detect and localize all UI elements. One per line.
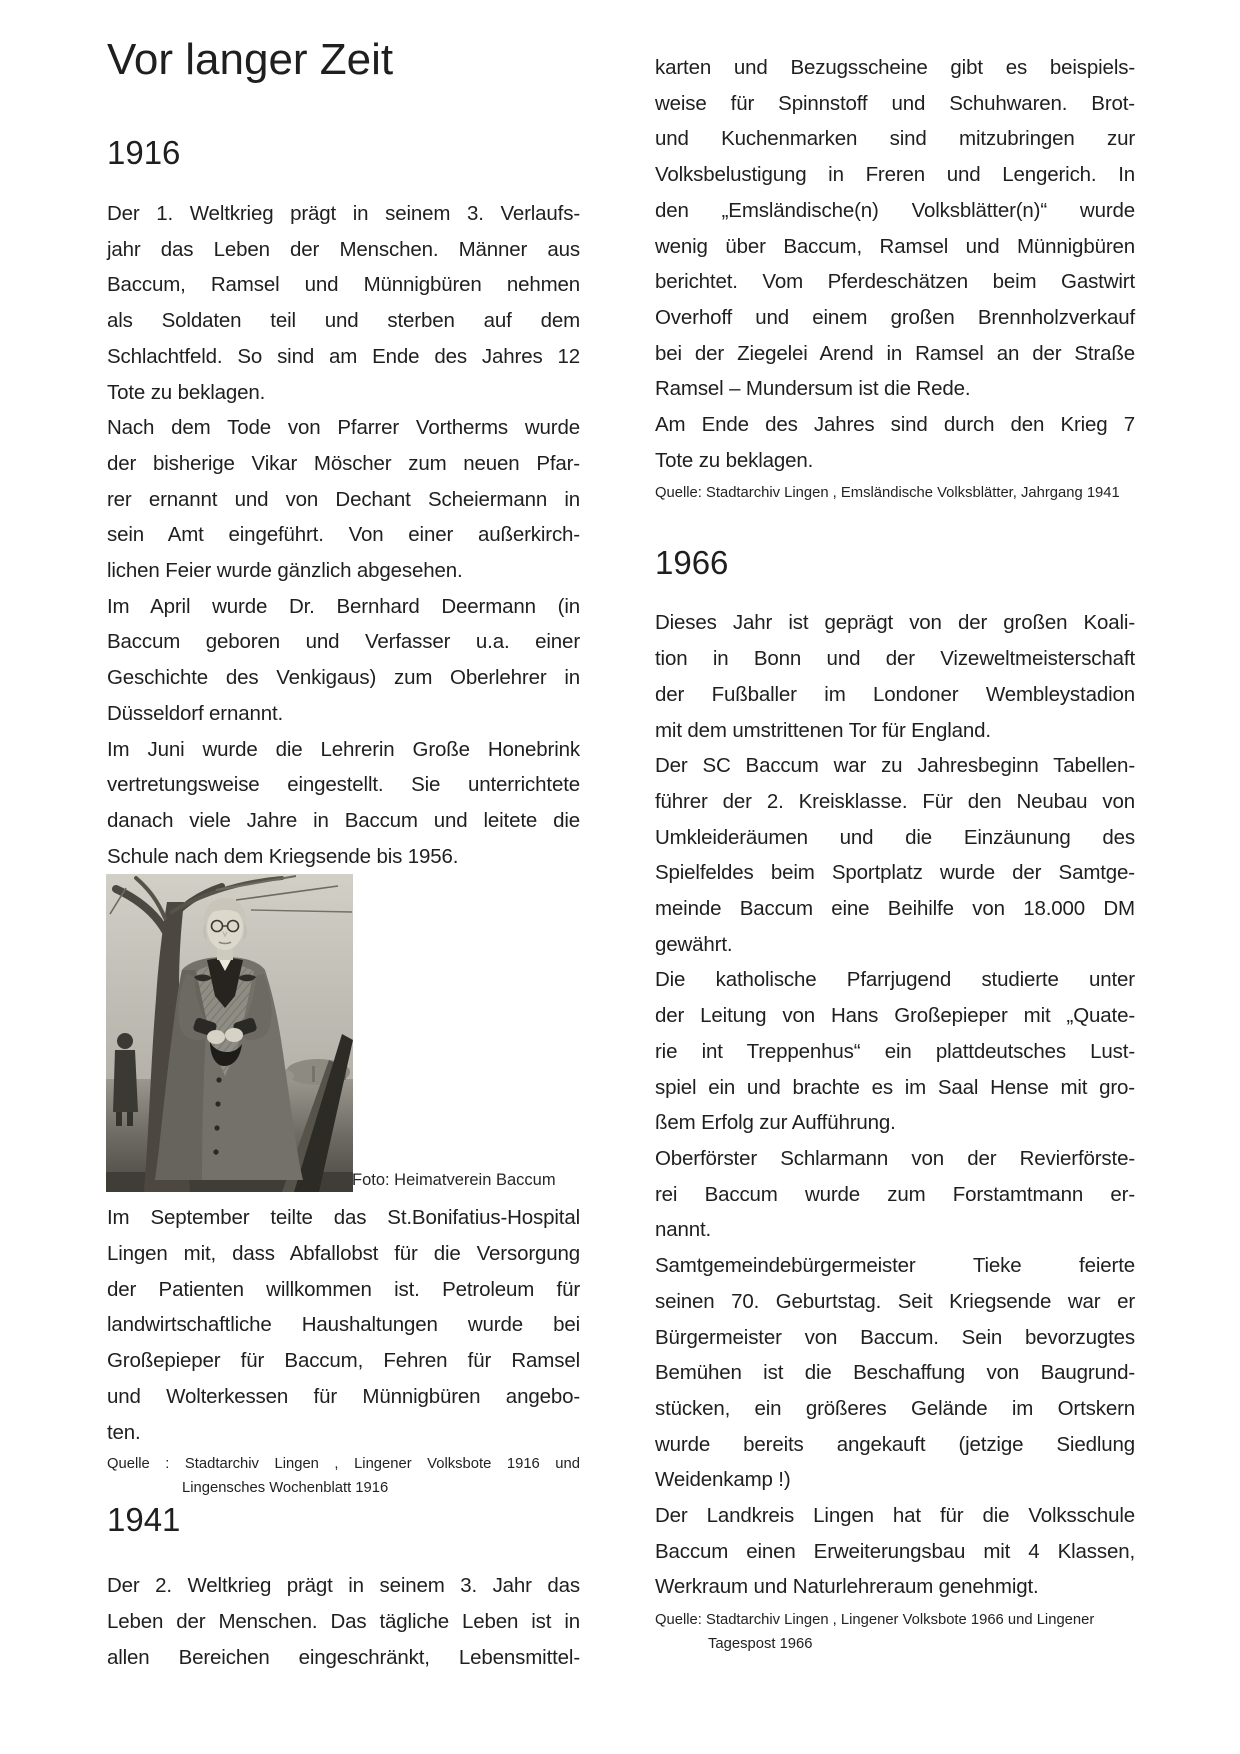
- text-line: Samtgemeindebürgermeister Tieke feierte: [655, 1254, 1135, 1278]
- photo-block: [107, 874, 580, 1192]
- text-line: Die katholische Pfarrjugend studierte unter: [655, 968, 1135, 992]
- source-citation-1916: [107, 1452, 580, 1500]
- text-line: rei Baccum wurde zum Forstamtmann er-: [655, 1182, 1135, 1206]
- text-line: der bisherige Vikar Möscher zum neuen Pfar-: [107, 451, 580, 475]
- text-line: Tote zu beklagen.: [655, 448, 814, 472]
- text-line: und Wolterkessen für Münnigbüren angebo-: [107, 1384, 580, 1408]
- text-line: Der Landkreis Lingen hat für die Volksschule: [655, 1504, 1135, 1528]
- source-citation-1966: [655, 1608, 1135, 1656]
- text-line: rie int Treppenhus“ ein plattdeutsches Lust-: [655, 1039, 1135, 1063]
- text-line: Geschichte des Venkigaus) zum Oberlehrer in: [107, 666, 580, 690]
- text-line: Weidenkamp !): [655, 1468, 791, 1492]
- text-line: der Patienten willkommen ist. Petroleum für: [107, 1277, 580, 1301]
- source-line: Quelle : Stadtarchiv Lingen , Lingener Volksbote 1916 und: [107, 1456, 580, 1473]
- text-line: wurde bereits angekauft (jetzige Siedlung: [655, 1432, 1135, 1456]
- paragraph-1941-war: [107, 1568, 580, 1675]
- text-line: berichtet. Vom Pferdeschätzen beim Gastwirt: [655, 270, 1135, 294]
- source-line: Tagespost 1966: [708, 1636, 813, 1653]
- year-heading-1966: 1966: [655, 544, 729, 582]
- text-line: lichen Feier wurde gänzlich abgesehen.: [107, 559, 463, 583]
- text-line: spiel ein und brachte es im Saal Hense mit gro-: [655, 1075, 1135, 1099]
- text-line: tion in Bonn und der Vizeweltmeisterschaft: [655, 647, 1135, 671]
- text-line: Im September teilte das St.Bonifatius-Hospital: [107, 1206, 580, 1230]
- text-line: Baccum einen Erweiterungsbau mit 4 Klassen,: [655, 1539, 1135, 1563]
- text-line: Dieses Jahr ist geprägt von der großen Koali-: [655, 611, 1135, 635]
- text-line: karten und Bezugsscheine gibt es beispiels-: [655, 56, 1135, 79]
- text-line: bei der Ziegelei Arend in Ramsel an der Straße: [655, 341, 1135, 365]
- text-line: und Kuchenmarken sind mitzubringen zur: [655, 127, 1135, 151]
- text-line: mit dem umstrittenen Tor für England.: [655, 718, 991, 742]
- year-heading-1941: 1941: [107, 1501, 181, 1539]
- photo-caption: Foto: Heimatverein Baccum: [352, 1171, 556, 1190]
- paragraph-1916-pfarrer: [107, 410, 580, 589]
- text-line: danach viele Jahre in Baccum und leitete die: [107, 808, 580, 832]
- paragraph-1966-sc-baccum: [655, 748, 1135, 962]
- paragraph-1916-april: [107, 589, 580, 732]
- text-line: ßem Erfolg zur Aufführung.: [655, 1111, 896, 1135]
- text-line: Im April wurde Dr. Bernhard Deermann (in: [107, 594, 580, 618]
- text-line: vertretungsweise eingestellt. Sie unterrichtete: [107, 773, 580, 797]
- paragraph-1966-oberfoerster: [655, 1141, 1135, 1248]
- text-line: den „Emsländische(n) Volksblätter(n)“ wurde: [655, 198, 1135, 222]
- text-line: Schule nach dem Kriegsende bis 1956.: [107, 844, 459, 868]
- source-citation-1941: Quelle: Stadtarchiv Lingen , Emsländische Volksblätter, Jahrgang 1941: [655, 485, 1120, 502]
- text-line: Volksbelustigung in Freren und Lengerich. In: [655, 163, 1135, 187]
- left-column: [107, 0, 580, 1675]
- paragraph-1916-september: [107, 1200, 580, 1450]
- text-line: Baccum geboren und Verfasser u.a. einer: [107, 630, 580, 654]
- paragraph-1941-continued: [655, 50, 1135, 478]
- text-line: Bürgermeister von Baccum. Sein bevorzugtes: [655, 1325, 1135, 1349]
- text-line: meinde Baccum eine Beihilfe von 18.000 DM: [655, 897, 1135, 921]
- paragraph-1916-war: [107, 196, 580, 410]
- text-line: Baccum, Ramsel und Münnigbüren nehmen: [107, 273, 580, 297]
- paragraph-1966-pfarrjugend: [655, 962, 1135, 1141]
- text-line: Bemühen ist die Beschaffung von Baugrund-: [655, 1361, 1135, 1385]
- text-line: weise für Spinnstoff und Schuhwaren. Brot-: [655, 91, 1135, 115]
- text-line: als Soldaten teil und sterben auf dem: [107, 309, 580, 333]
- paragraph-1966-koalition: [655, 605, 1135, 748]
- text-line: Werkraum und Naturlehreraum genehmigt.: [655, 1575, 1039, 1599]
- text-line: gewährt.: [655, 932, 733, 956]
- text-line: Nach dem Tode von Pfarrer Vortherms wurde: [107, 416, 580, 440]
- text-line: Am Ende des Jahres sind durch den Krieg 7: [655, 413, 1135, 437]
- photo-illustration: [106, 874, 353, 1192]
- text-line: wenig über Baccum, Ramsel und Münnigbüren: [655, 234, 1135, 258]
- paragraph-1916-juni: [107, 732, 580, 875]
- text-line: allen Bereichen eingeschränkt, Lebensmittel-: [107, 1645, 580, 1669]
- text-line: Overhoff und einem großen Brennholzverkauf: [655, 305, 1135, 329]
- text-line: Der SC Baccum war zu Jahresbeginn Tabellen-: [655, 754, 1135, 778]
- source-line: Quelle: Stadtarchiv Lingen , Lingener Volksbote 1966 und Lingener: [655, 1612, 1095, 1629]
- source-line: Lingensches Wochenblatt 1916: [182, 1480, 389, 1497]
- right-column: [655, 0, 1135, 1656]
- text-line: seinen 70. Geburtstag. Seit Kriegsende war er: [655, 1289, 1135, 1313]
- text-line: der Fußballer im Londoner Wembleystadion: [655, 682, 1135, 706]
- text-line: stücken, ein größeres Gelände im Ortskern: [655, 1396, 1135, 1420]
- text-line: jahr das Leben der Menschen. Männer aus: [107, 237, 580, 261]
- text-line: Der 1. Weltkrieg prägt in seinem 3. Verlaufs-: [107, 202, 580, 225]
- text-line: nannt.: [655, 1218, 712, 1242]
- text-line: rer ernannt und von Dechant Scheiermann in: [107, 487, 580, 511]
- text-line: Düsseldorf ernannt.: [107, 701, 284, 725]
- text-line: Großepieper für Baccum, Fehren für Ramsel: [107, 1349, 580, 1373]
- paragraph-1966-landkreis: [655, 1498, 1135, 1605]
- historical-photo: [106, 874, 353, 1192]
- text-line: Tote zu beklagen.: [107, 380, 266, 404]
- year-heading-1916: 1916: [107, 134, 181, 171]
- text-line: sein Amt eingeführt. Von einer außerkirch-: [107, 523, 580, 547]
- paragraph-1966-tieke: [655, 1248, 1135, 1498]
- text-line: Spielfeldes beim Sportplatz wurde der Samtge-: [655, 861, 1135, 885]
- text-line: der Leitung von Hans Großepieper mit „Quate-: [655, 1004, 1135, 1028]
- text-line: führer der 2. Kreisklasse. Für den Neubau von: [655, 789, 1135, 813]
- text-line: Oberförster Schlarmann von der Revierförste-: [655, 1146, 1135, 1170]
- text-line: Umkleideräumen und die Einzäunung des: [655, 825, 1135, 849]
- text-line: Der 2. Weltkrieg prägt in seinem 3. Jahr das: [107, 1574, 580, 1598]
- text-line: landwirtschaftliche Haushaltungen wurde bei: [107, 1313, 580, 1337]
- text-line: ten.: [107, 1420, 141, 1444]
- text-line: Schlachtfeld. So sind am Ende des Jahres 12: [107, 344, 580, 368]
- text-line: Lingen mit, dass Abfallobst für die Versorgung: [107, 1242, 580, 1266]
- page-title: Vor langer Zeit: [107, 35, 394, 84]
- text-line: Leben der Menschen. Das tägliche Leben ist in: [107, 1609, 580, 1633]
- text-line: Ramsel – Mundersum ist die Rede.: [655, 377, 971, 401]
- text-line: Im Juni wurde die Lehrerin Große Honebrink: [107, 737, 580, 761]
